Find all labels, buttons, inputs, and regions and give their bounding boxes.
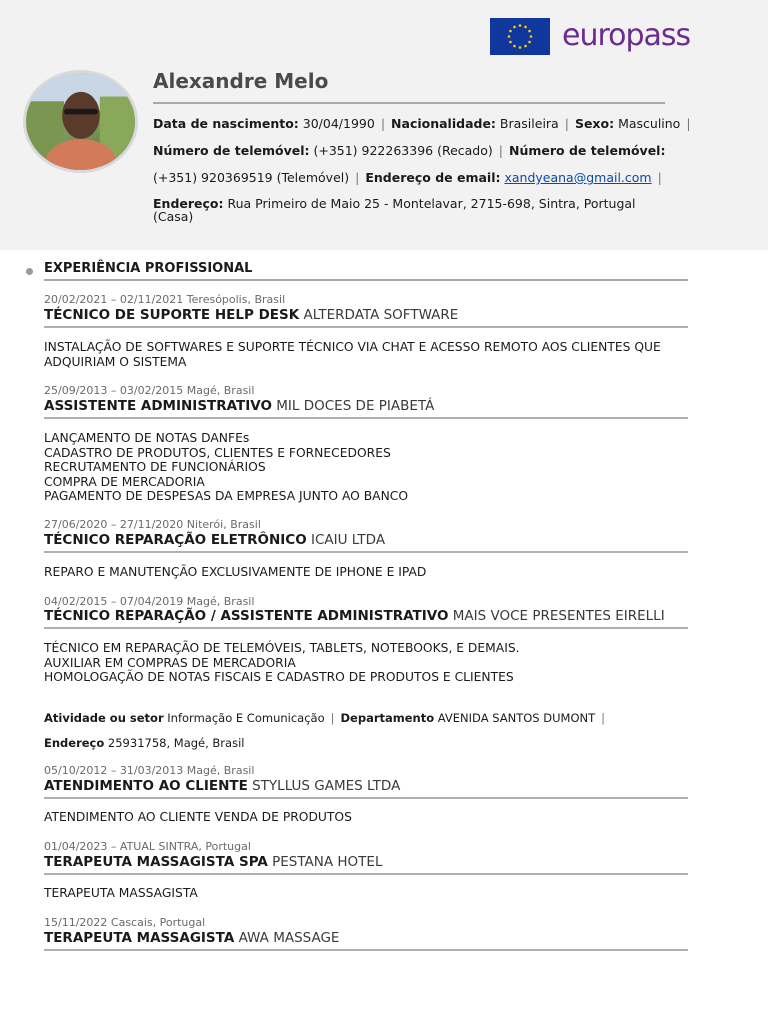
section-title: EXPERIÊNCIA PROFISSIONAL: [44, 261, 253, 276]
entry-divider: [44, 551, 688, 553]
eu-star-icon: [524, 45, 527, 48]
entry-divider: [44, 417, 688, 419]
entry-title: [44, 531, 385, 549]
entry-extra-line-1: Atividade ou setor Informação E Comunicação | Departamento AVENIDA SANTOS DUMONT |: [44, 711, 605, 725]
phone1-label: Número de telemóvel:: [153, 143, 310, 158]
eu-star-icon: [519, 46, 522, 49]
sector-value: Informação E Comunicação: [167, 711, 325, 725]
entry-role: TÉCNICO REPARAÇÃO / ASSISTENTE ADMINISTRATIVO: [44, 608, 449, 624]
entry-desc-line: CADASTRO DE PRODUTOS, CLIENTES E FORNECEDORES: [44, 445, 391, 460]
phone2-label: Número de telemóvel:: [508, 143, 666, 158]
entry-desc-line: TÉCNICO EM REPARAÇÃO DE TELEMÓVEIS, TABLETS, NOTEBOOKS, E DEMAIS.: [44, 641, 520, 655]
entry-org: MAIS VOCE PRESENTES EIRELLI: [452, 608, 665, 624]
entry-divider: [44, 873, 688, 875]
eu-star-icon: [513, 26, 516, 29]
phone2-value: (+351) 920369519 (Telemóvel): [153, 170, 350, 185]
address-type: (Casa): [153, 209, 194, 224]
entry-meta: 27/06/2020 – 27/11/2020 Niterói, Brasil: [44, 518, 261, 531]
entry-role: TERAPEUTA MASSAGISTA SPA: [44, 854, 268, 870]
info-line-3: (+351) 920369519 (Telemóvel) | Endereço de email: xandyeana@gmail.com |: [153, 170, 662, 185]
sector-label: Atividade ou setor: [44, 711, 164, 725]
entry-desc-line: AUXILIAR EM COMPRAS DE MERCADORIA: [44, 655, 296, 670]
section-divider: [44, 279, 688, 281]
entry-desc-line: REPARO E MANUTENÇÃO EXCLUSIVAMENTE DE IPHONE E IPAD: [44, 565, 427, 579]
section-bullet-icon: [26, 268, 33, 275]
entry-divider: [44, 797, 688, 799]
eu-star-icon: [508, 35, 511, 38]
entry-org: ICAIU LTDA: [310, 532, 386, 548]
entry-desc-line: LANÇAMENTO DE NOTAS DANFEs: [44, 431, 250, 445]
nationality-value: Brasileira: [499, 116, 559, 131]
entry-desc-line: RECRUTAMENTO DE FUNCIONÁRIOS: [44, 460, 266, 474]
address-value: Rua Primeiro de Maio 25 - Montelavar, 2715-698, Sintra, Portugal: [227, 196, 636, 211]
entry-title: [44, 777, 400, 795]
entry-divider: [44, 627, 688, 629]
department-value: AVENIDA SANTOS DUMONT: [437, 711, 596, 725]
entry-meta: 15/11/2022 Cascais, Portugal: [44, 916, 206, 929]
name-divider: [153, 102, 665, 104]
eu-star-icon: [509, 30, 512, 33]
entry-meta: 04/02/2015 – 07/04/2019 Magé, Brasil: [44, 595, 255, 608]
entry-desc-line: HOMOLOGAÇÃO DE NOTAS FISCAIS E CADASTRO DE PRODUTOS E CLIENTES: [44, 670, 514, 684]
eu-star-icon: [519, 24, 522, 27]
birth-value: 30/04/1990: [302, 116, 375, 131]
entry-desc-line: PAGAMENTO DE DESPESAS DA EMPRESA JUNTO AO BANCO: [44, 489, 409, 503]
entry-desc-line: TERAPEUTA MASSAGISTA: [44, 886, 198, 900]
birth-label: Data de nascimento:: [153, 116, 299, 131]
entry-role: TERAPEUTA MASSAGISTA: [44, 930, 235, 946]
info-line-5: [153, 209, 193, 225]
entry-org: ALTERDATA SOFTWARE: [303, 307, 459, 323]
eu-star-icon: [513, 45, 516, 48]
info-line-1: Data de nascimento: 30/04/1990 | Nacionalidade: Brasileira | Sexo: Masculino |: [153, 116, 691, 131]
entry-org: PESTANA HOTEL: [272, 854, 383, 870]
entry-address-value: 25931758, Magé, Brasil: [107, 736, 245, 750]
eu-star-icon: [528, 41, 531, 44]
person-name: Alexandre Melo: [153, 69, 329, 93]
entry-extra-line-2: [44, 736, 244, 751]
entry-org: MIL DOCES DE PIABETÁ: [276, 398, 435, 414]
nationality-label: Nacionalidade:: [391, 116, 496, 131]
info-line-4: [153, 196, 636, 212]
eu-flag-icon: [490, 18, 550, 55]
department-label: Departamento: [340, 711, 435, 725]
europass-logo: europass: [562, 18, 691, 53]
eu-star-icon: [509, 41, 512, 44]
entry-divider: [44, 949, 688, 951]
eu-star-icon: [528, 30, 531, 33]
profile-photo: [23, 70, 138, 173]
entry-meta: 05/10/2012 – 31/03/2013 Magé, Brasil: [44, 764, 255, 777]
entry-role: TÉCNICO REPARAÇÃO ELETRÔNICO: [44, 532, 307, 548]
entry-desc-line: ATENDIMENTO AO CLIENTE VENDA DE PRODUTOS: [44, 810, 352, 824]
entry-divider: [44, 326, 688, 328]
address-label: Endereço:: [153, 196, 224, 211]
entry-desc-line: COMPRA DE MERCADORIA: [44, 474, 205, 489]
email-label: Endereço de email:: [365, 170, 501, 185]
entry-role: ATENDIMENTO AO CLIENTE: [44, 778, 248, 794]
entry-role: ASSISTENTE ADMINISTRATIVO: [44, 398, 272, 414]
entry-title: [44, 853, 382, 871]
entry-title: [44, 306, 458, 324]
phone1-value: (+351) 922263396 (Recado): [313, 143, 493, 158]
eu-star-icon: [530, 35, 533, 38]
entry-meta: 20/02/2021 – 02/11/2021 Teresópolis, Brasil: [44, 293, 286, 306]
entry-title: [44, 397, 434, 415]
entry-org: STYLLUS GAMES LTDA: [252, 778, 401, 794]
entry-title: [44, 929, 339, 947]
email-link[interactable]: xandyeana@gmail.com: [504, 170, 652, 185]
sex-value: Masculino: [618, 116, 681, 131]
entry-org: AWA MASSAGE: [238, 930, 340, 946]
eu-star-icon: [524, 26, 527, 29]
entry-meta: 01/04/2023 – ATUAL SINTRA, Portugal: [44, 840, 251, 853]
entry-desc-line: INSTALAÇÃO DE SOFTWARES E SUPORTE TÉCNICO VIA CHAT E ACESSO REMOTO AOS CLIENTES QUE: [44, 340, 661, 354]
cv-header: [0, 0, 768, 250]
entry-address-label: Endereço: [44, 736, 105, 750]
entry-title: [44, 607, 665, 625]
info-line-2: Número de telemóvel: (+351) 922263396 (Recado) | Número de telemóvel:: [153, 143, 666, 158]
sex-label: Sexo:: [574, 116, 615, 131]
entry-role: TÉCNICO DE SUPORTE HELP DESK: [44, 307, 300, 323]
entry-meta: 25/09/2013 – 03/02/2015 Magé, Brasil: [44, 384, 255, 397]
entry-desc-line: ADQUIRIAM O SISTEMA: [44, 355, 187, 369]
